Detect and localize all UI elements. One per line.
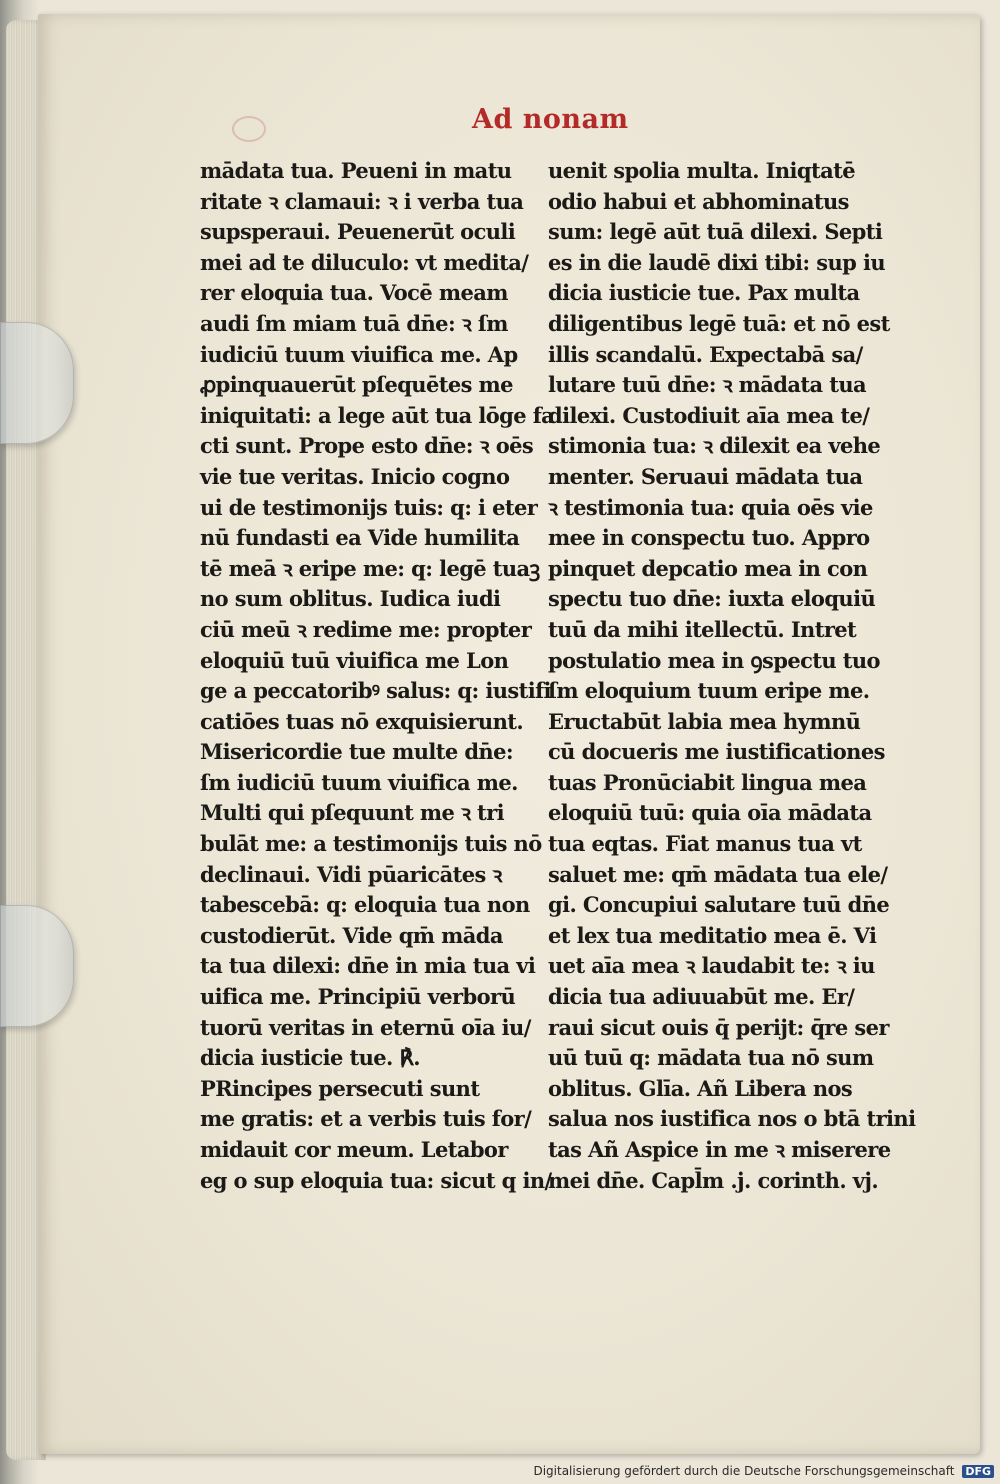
text-line: spectu tuo dn̄e: iuxta eloquiū	[548, 586, 876, 612]
text-line: tabescebā: q: eloquia tua non	[200, 892, 530, 918]
text-line: salua nos iustifica nos o btā trini	[548, 1106, 916, 1132]
glass-weight-top	[0, 322, 74, 444]
text-line: stimonia tua: ꝛ dilexit ea vehe	[548, 433, 881, 459]
text-line: eloquiū tuū: quia oīa mādata	[548, 800, 872, 826]
text-line: dicia iusticie tue. Pax multa	[548, 280, 860, 306]
library-stamp-mark	[232, 116, 266, 142]
text-line: gi. Concupiui salutare tuū dn̄e	[548, 892, 890, 918]
digitization-credit	[533, 1464, 994, 1478]
text-line: PRincipes persecuti sunt	[200, 1075, 480, 1101]
text-line: dicia iusticie tue. ℟.	[200, 1045, 420, 1071]
text-line: ge a peccatoribꝰ salus: q: iustifi	[200, 678, 551, 704]
text-line: ꝛ testimonia tua: quia oēs vie	[548, 494, 873, 520]
text-line: es in die laudē dixi tibi: sup iu	[548, 249, 885, 275]
text-line: saluet me: qm̄ mādata tua ele/	[548, 861, 888, 887]
dfg-logo: DFG	[962, 1465, 994, 1478]
text-line: eg o sup eloquia tua: sicut q in/	[200, 1167, 552, 1193]
text-line: mee in conspectu tuo. Appro	[548, 525, 870, 551]
text-line: audi ſm miam tuā dn̄e: ꝛ ſm	[200, 310, 508, 336]
text-line: ciū meū ꝛ redime me: propter	[200, 616, 532, 642]
text-line: tua eqtas. Fiat manus tua vt	[548, 831, 862, 857]
text-line: uifica me. Principiū verborū	[200, 984, 516, 1010]
text-line: tuorū veritas in eternū oīa iu/	[200, 1014, 531, 1040]
text-line: uenit spolia multa. Iniqtatē	[548, 158, 855, 183]
text-line: ui de testimonijs tuis: q: i eter	[200, 494, 538, 520]
text-line: oblitus. Glīa. Añ Libera nos	[548, 1075, 853, 1101]
text-line: no sum oblitus. Iudica iudi	[200, 586, 501, 612]
text-line: Multi qui pſequunt me ꝛ tri	[200, 800, 504, 826]
text-line: eloquiū tuū viuifica me Lon	[200, 647, 509, 673]
text-line: cti sunt. Prope esto dn̄e: ꝛ oēs	[200, 433, 534, 459]
text-line: iudiciū tuum viuifica me. Ap	[200, 341, 518, 367]
text-line: custodierūt. Vide qm̄ māda	[200, 922, 503, 948]
running-head: Ad nonam	[472, 104, 629, 135]
text-line: nū fundasti ea Vide humilita	[200, 525, 520, 551]
text-line: vie tue veritas. Inicio cogno	[200, 463, 510, 489]
text-line: odio habui et abhominatus	[548, 188, 849, 214]
text-line: mādata tua. Peueni in matu	[200, 158, 512, 183]
text-line: tē meā ꝛ eripe me: q: legē tuaꝫ	[200, 555, 540, 581]
text-line: mei dn̄e. Capl̄m .j. corinth. vj.	[548, 1167, 879, 1193]
text-line: dilexi. Custodiuit aīa mea te/	[548, 402, 870, 428]
text-line: tuas Pronūciabit lingua mea	[548, 769, 867, 795]
left-text-column	[200, 156, 555, 1196]
text-line: catiōes tuas nō exquisierunt.	[200, 708, 524, 734]
text-line: tuū da mihi itellectū. Intret	[548, 616, 857, 642]
text-line: ſm iudiciū tuum viuifica me.	[200, 769, 518, 795]
text-line: midauit cor meum. Letabor	[200, 1137, 508, 1162]
glass-weight-bottom	[0, 905, 74, 1027]
text-line: diligentibus legē tuā: et nō est	[548, 310, 890, 336]
text-line: rer eloquia tua. Vocē meam	[200, 280, 508, 306]
text-line: menter. Seruaui mādata tua	[548, 463, 863, 489]
text-line: mei ad te diluculo: vt medita/	[200, 249, 529, 275]
text-line: bulāt me: a testimonijs tuis nō	[200, 831, 542, 857]
text-line: me gratis: et a verbis tuis for/	[200, 1106, 532, 1132]
text-line: ſm eloquium tuum eripe me.	[548, 678, 870, 704]
text-line: ꝓpinquauerūt pſequētes me	[200, 372, 513, 398]
text-line: illis scandalū. Expectabā sa/	[548, 341, 863, 367]
text-line: iniquitati: a lege aūt tua lōge fa	[200, 402, 555, 428]
text-line: pinquet depcatio mea in con	[548, 555, 868, 581]
text-line: supsperaui. Peuenerūt oculi	[200, 219, 516, 245]
text-line: cū docueris me iustificationes	[548, 739, 885, 765]
right-text-column	[548, 156, 916, 1196]
text-line: dicia tua adiuuabūt me. Er/	[548, 984, 855, 1010]
text-line: ta tua dilexi: dn̄e in mia tua vi	[200, 953, 536, 979]
text-line: ritate ꝛ clamaui: ꝛ i verba tua	[200, 188, 524, 214]
credit-text: Digitalisierung gefördert durch die Deutsche Forschungsgemeinschaft	[533, 1464, 955, 1478]
text-line: et lex tua meditatio mea ē. Vi	[548, 922, 877, 948]
text-line: raui sicut ouis q̄ perijt: q̄re ser	[548, 1014, 889, 1040]
text-line: postulatio mea in ꝯspectu tuo	[548, 647, 880, 673]
text-line: declinaui. Vidi pūaricātes ꝛ	[200, 861, 502, 887]
text-line: Eructabūt labia mea hymnū	[548, 708, 861, 734]
text-line: uū tuū q: mādata tua nō sum	[548, 1045, 874, 1071]
text-line: Misericordie tue multe dn̄e:	[200, 739, 513, 765]
text-line: uet aīa mea ꝛ laudabit te: ꝛ iu	[548, 953, 875, 979]
text-line: tas Añ Aspice in me ꝛ miserere	[548, 1137, 891, 1162]
text-line: sum: legē aūt tuā dilexi. Septi	[548, 219, 883, 245]
text-line: lutare tuū dn̄e: ꝛ mādata tua	[548, 372, 866, 398]
